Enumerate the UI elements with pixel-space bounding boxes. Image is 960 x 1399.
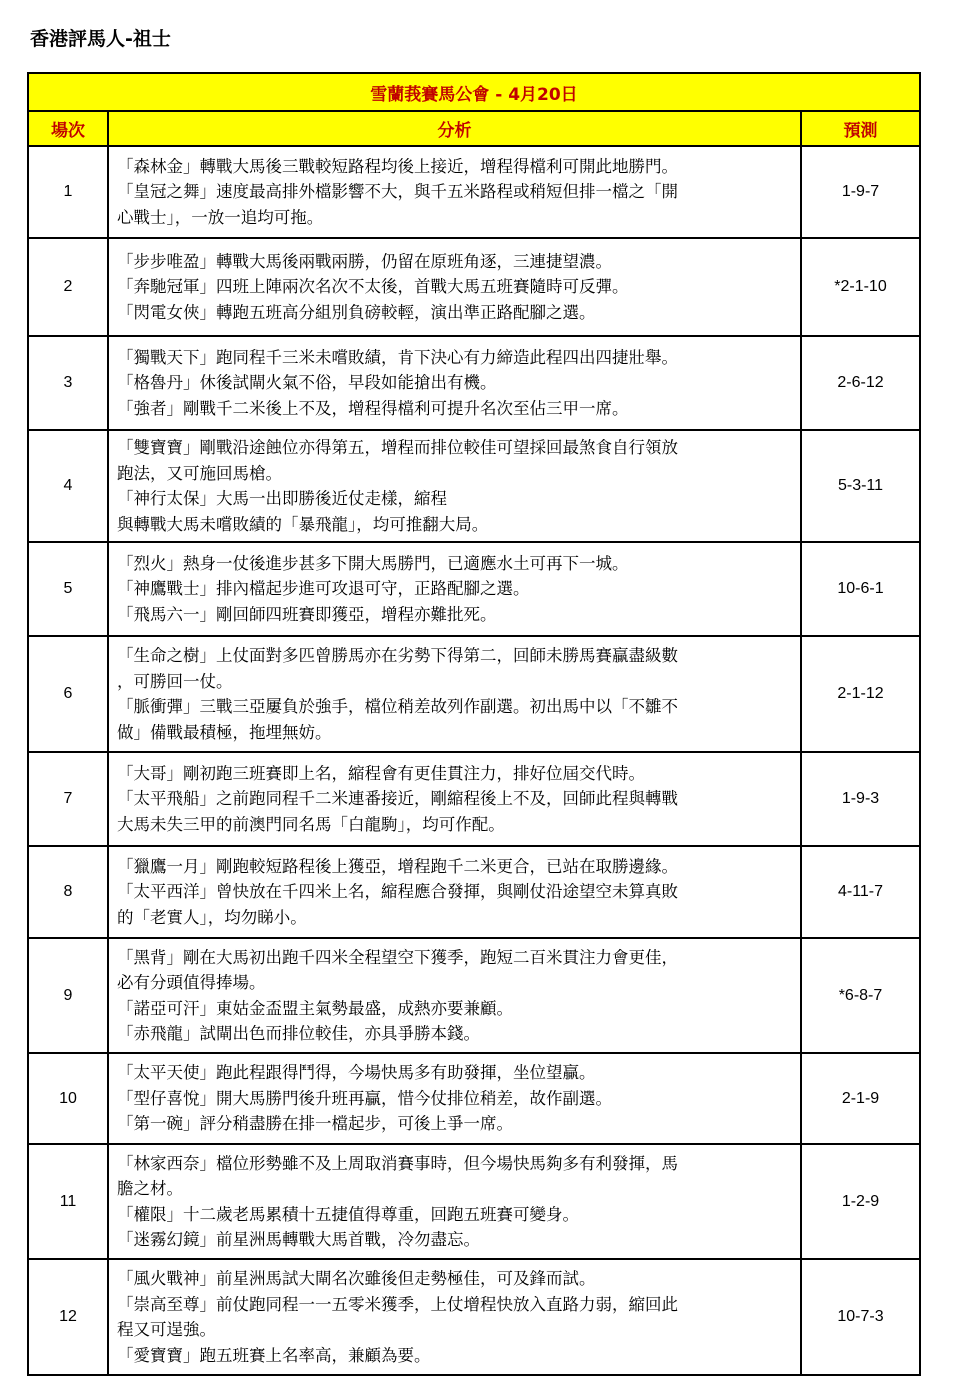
race-number: 1: [28, 146, 108, 238]
header-race: 場次: [28, 111, 108, 146]
race-analysis: [108, 1053, 801, 1144]
race-number: 3: [28, 336, 108, 430]
table-row: [28, 1259, 920, 1375]
analysis-line: 「神行太保」大馬一出即勝後近仗走樣，縮程: [117, 489, 447, 508]
analysis-line: 「神鷹戰士」排內檔起步進可攻退可守，正路配腳之選。: [117, 579, 530, 599]
analysis-line: 「太平天使」跑此程跟得鬥得，今場快馬多有助發揮，坐位望贏。: [117, 1063, 596, 1083]
race-prediction: 5-3-11: [801, 430, 920, 542]
race-prediction: 10-6-1: [801, 542, 920, 636]
analysis-line: 「大哥」剛初跑三班賽即上名，縮程會有更佳貫注力，排好位屆交代時。: [117, 763, 645, 783]
race-number: 2: [28, 238, 108, 336]
race-analysis: [108, 542, 801, 636]
header-prediction: 預測: [801, 111, 920, 146]
race-number: 6: [28, 636, 108, 752]
race-analysis: [108, 752, 801, 846]
race-number: 7: [28, 752, 108, 846]
analysis-line: 心戰士」，一放一追均可拖。: [117, 207, 324, 227]
race-number: 4: [28, 430, 108, 542]
table-row: [28, 542, 920, 636]
race-table: [27, 72, 921, 1376]
banner-row: [28, 73, 920, 111]
race-prediction: 1-2-9: [801, 1144, 920, 1259]
analysis-line: 大馬未失三甲的前澳門同名馬「白龍駒」，均可作配。: [117, 814, 505, 834]
analysis-line: 「諾亞可汗」東姑金盃盟主氣勢最盛，成熱亦要兼顧。: [117, 998, 513, 1018]
table-row: [28, 336, 920, 430]
race-analysis: [108, 146, 801, 238]
analysis-line: 「雙寶寶」剛戰沿途蝕位亦得第五，增程而排位較佳可望採回最煞食自行領放: [117, 438, 678, 457]
race-prediction: 2-6-12: [801, 336, 920, 430]
race-prediction: *6-8-7: [801, 938, 920, 1053]
analysis-line: 「森林金」轉戰大馬後三戰較短路程均後上接近，增程得檔利可開此地勝門。: [117, 156, 678, 176]
meeting-banner: 雪蘭莪賽馬公會 - 4月20日: [28, 73, 920, 111]
table-row: [28, 938, 920, 1053]
analysis-line: 「烈火」熱身一仗後進步甚多下開大馬勝門，已適應水土可再下一城。: [117, 553, 629, 573]
analysis-line: 「風火戰神」前星洲馬試大閘名次雖後但走勢極佳，可及鋒而試。: [117, 1269, 596, 1288]
race-prediction: 10-7-3: [801, 1259, 920, 1375]
race-number: 10: [28, 1053, 108, 1144]
analysis-line: 「獨戰天下」跑同程千三米未嚐敗績，肯下決心有力締造此程四出四捷壯舉。: [117, 347, 678, 367]
analysis-line: 「奔馳冠軍」四班上陣兩次名次不太後，首戰大馬五班賽隨時可反彈。: [117, 277, 629, 297]
analysis-line: 「格魯丹」休後試閘火氣不俗，早段如能搶出有機。: [117, 373, 497, 393]
analysis-line: 「型仔喜悅」開大馬勝門後升班再贏，惜今仗排位稍差，故作副選。: [117, 1088, 612, 1108]
analysis-line: 「第一碗」評分稍盡勝在排一檔起步，可後上爭一席。: [117, 1114, 513, 1134]
analysis-line: 「愛寶寶」跑五班賽上名率高，兼顧為要。: [117, 1345, 431, 1365]
analysis-line: 「飛馬六一」剛回師四班賽即獲亞，增程亦難批死。: [117, 604, 497, 624]
race-analysis: [108, 430, 801, 542]
table-row: [28, 1144, 920, 1259]
analysis-line: 「皇冠之舞」速度最高排外檔影響不大，與千五米路程或稍短但排一檔之「開: [117, 182, 678, 202]
analysis-line: ，可勝回一仗。: [117, 671, 233, 691]
race-analysis: [108, 1144, 801, 1259]
race-analysis: [108, 846, 801, 938]
race-analysis: [108, 636, 801, 752]
table-row: [28, 636, 920, 752]
table-row: [28, 1053, 920, 1144]
analysis-line: 「太平西洋」曾快放在千四米上名，縮程應合發揮，與剛仗沿途望空未算真敗: [117, 882, 678, 902]
race-prediction: 4-11-7: [801, 846, 920, 938]
analysis-line: 「黑背」剛在大馬初出跑千四米全程望空下獲季，跑短二百米貫注力會更佳，: [117, 947, 678, 967]
race-analysis: [108, 238, 801, 336]
race-prediction: *2-1-10: [801, 238, 920, 336]
analysis-line: 「獵鷹一月」剛跑較短路程後上獲亞，增程跑千二米更合，已站在取勝邊緣。: [117, 856, 678, 876]
table-row: [28, 752, 920, 846]
table-row: [28, 146, 920, 238]
analysis-line: 與轉戰大馬未嚐敗績的「暴飛龍」，均可推翻大局。: [117, 514, 489, 534]
race-analysis: [108, 336, 801, 430]
table-row: [28, 430, 920, 542]
race-prediction: 2-1-9: [801, 1053, 920, 1144]
page-title: 香港評馬人-祖士: [30, 28, 171, 50]
analysis-line: 「林家西奈」檔位形勢雖不及上周取消賽事時，但今場快馬夠多有利發揮，馬: [117, 1153, 678, 1173]
analysis-line: 必有分頭值得捧場。: [117, 973, 266, 992]
table-row: [28, 238, 920, 336]
analysis-line: 膽之材。: [117, 1179, 183, 1198]
race-analysis: [108, 938, 801, 1053]
analysis-line: 「崇高至尊」前仗跑同程一一五零米獲季，上仗增程快放入直路力弱，縮回此: [117, 1294, 678, 1314]
race-number: 8: [28, 846, 108, 938]
analysis-line: 程又可逞強。: [117, 1320, 216, 1339]
analysis-line: 「迷霧幻鏡」前星洲馬轉戰大馬首戰，冷勿盡忘。: [117, 1230, 480, 1249]
analysis-line: 「赤飛龍」試閘出色而排位較佳，亦具爭勝本錢。: [117, 1024, 480, 1043]
race-number: 9: [28, 938, 108, 1053]
header-analysis: 分析: [108, 111, 801, 146]
analysis-line: 「太平飛船」之前跑同程千二米連番接近，剛縮程後上不及，回師此程與轉戰: [117, 789, 678, 809]
analysis-line: 「步步唯盈」轉戰大馬後兩戰兩勝，仍留在原班角逐，三連捷望濃。: [117, 251, 612, 271]
race-number: 12: [28, 1259, 108, 1375]
race-analysis: [108, 1259, 801, 1375]
analysis-line: 「生命之樹」上仗面對多匹曾勝馬亦在劣勢下得第二，回師未勝馬賽贏盡級數: [117, 646, 678, 665]
race-number: 5: [28, 542, 108, 636]
analysis-line: 做」備戰最積極，拖埋無妨。: [117, 722, 332, 742]
table-row: [28, 846, 920, 938]
race-prediction: 1-9-3: [801, 752, 920, 846]
race-number: 11: [28, 1144, 108, 1259]
analysis-line: 「脈衝彈」三戰三亞屢負於強手，檔位稍差故列作副選。初出馬中以「不雛不: [117, 697, 678, 716]
analysis-line: 跑法，又可施回馬槍。: [117, 463, 282, 483]
analysis-line: 「權限」十二歲老馬累積十五捷值得尊重，回跑五班賽可變身。: [117, 1204, 579, 1224]
race-prediction: 1-9-7: [801, 146, 920, 238]
header-row: [28, 111, 920, 146]
analysis-line: 的「老實人」，均勿睇小。: [117, 907, 307, 927]
analysis-line: 「強者」剛戰千二米後上不及，增程得檔利可提升名次至佔三甲一席。: [117, 398, 629, 418]
race-prediction: 2-1-12: [801, 636, 920, 752]
analysis-line: 「閃電女俠」轉跑五班高分組別負磅較輕，演出準正路配腳之選。: [117, 302, 596, 322]
